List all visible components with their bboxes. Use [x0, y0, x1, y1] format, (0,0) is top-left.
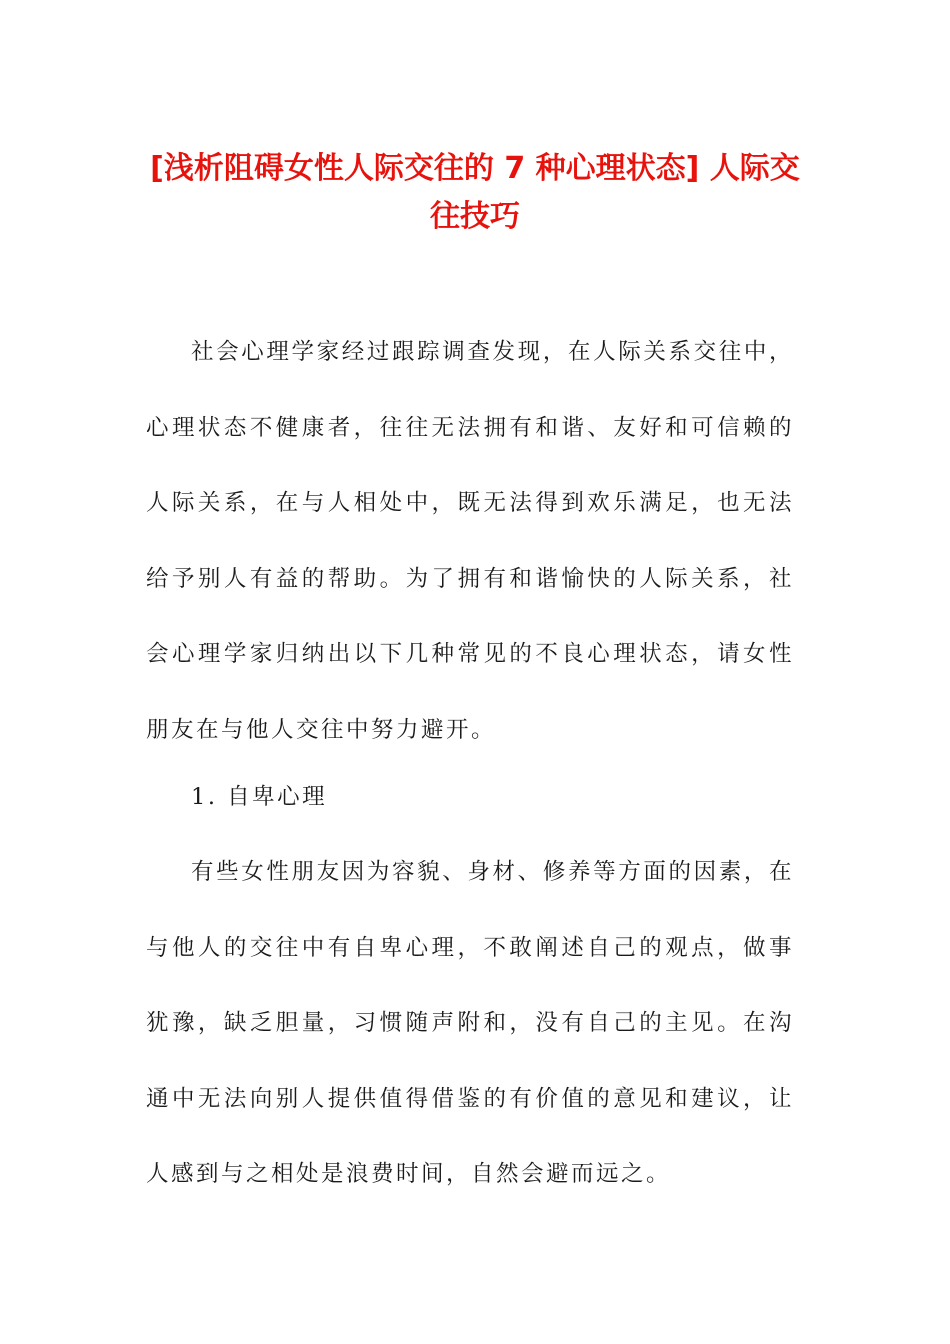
section-paragraph-1: 有些女性朋友因为容貌、身材、修养等方面的因素，在与他人的交往中有自卑心理，不敢阐述自己的观点，做事犹豫，缺乏胆量，习惯随声附和，没有自己的主见。在沟通中无法向别人提供值得借鉴的有价值的意见和建议，让人感到与之相处是浪费时间，自然会避而远之。: [146, 859, 794, 1187]
section-heading-1: 1. 自卑心理: [191, 784, 328, 810]
document-title: [浅析阻碍女性人际交往的 7 种心理状态] 人际交往技巧: [150, 151, 800, 234]
intro-paragraph: 社会心理学家经过跟踪调查发现，在人际关系交往中，心理状态不健康者，往往无法拥有和谐、友好和可信赖的人际关系，在与人相处中，既无法得到欢乐满足，也无法给予别人有益的帮助。为了拥有和谐愉快的人际关系，社会心理学家归纳出以下几种常见的不良心理状态，请女性朋友在与他人交往中努力避开。: [146, 339, 794, 743]
